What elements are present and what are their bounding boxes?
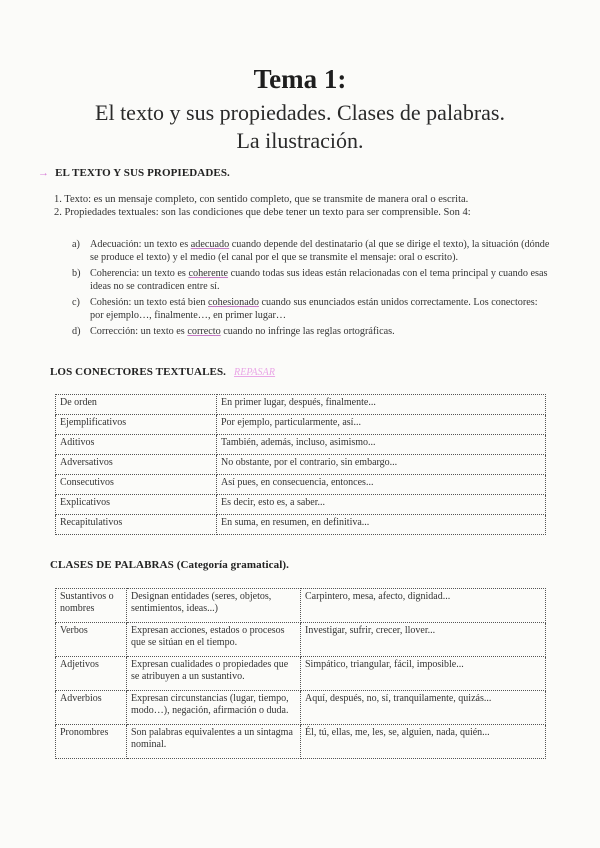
list-marker: d)	[72, 326, 81, 337]
table-row	[56, 691, 546, 725]
table-row	[56, 589, 546, 623]
properties-list	[72, 238, 550, 341]
table-row	[56, 725, 546, 759]
table-cell: Él, tú, ellas, me, les, se, alguien, nada, quién...	[301, 725, 546, 759]
table-cell: Explicativos	[56, 495, 217, 515]
table-cell: Sustantivos o nombres	[56, 589, 127, 623]
table-cell: Expresan acciones, estados o procesos que se sitúan en el tiempo.	[127, 623, 301, 657]
table-cell: También, además, incluso, asimismo...	[217, 435, 546, 455]
table-cell: De orden	[56, 395, 217, 415]
definition-line-1: 1. Texto: es un mensaje completo, con sentido completo, que se transmite de manera oral o escrita.	[54, 194, 469, 205]
list-item	[72, 325, 550, 338]
table-cell: Investigar, sufrir, crecer, llover...	[301, 623, 546, 657]
list-marker: c)	[72, 297, 80, 308]
list-item	[72, 267, 550, 293]
section-heading-text-properties	[38, 167, 230, 179]
list-item	[72, 296, 550, 322]
table-cell: Carpintero, mesa, afecto, dignidad...	[301, 589, 546, 623]
page-subtitle-line1: El texto y sus propiedades. Clases de palabras.	[95, 100, 505, 125]
highlighted-term: correcto	[187, 326, 221, 337]
table-row	[56, 455, 546, 475]
table-cell: Por ejemplo, particularmente, así...	[217, 415, 546, 435]
section2-heading: LOS CONECTORES TEXTUALES.	[50, 366, 227, 378]
table-cell: Es decir, esto es, a saber...	[217, 495, 546, 515]
table-cell: Aditivos	[56, 435, 217, 455]
table-row	[56, 435, 546, 455]
table-row	[56, 415, 546, 435]
table-cell: Así pues, en consecuencia, entonces...	[217, 475, 546, 495]
table-row	[56, 623, 546, 657]
list-marker: b)	[72, 268, 81, 279]
table-cell: Designan entidades (seres, objetos, sentimientos, ideas...)	[127, 589, 301, 623]
table-row	[56, 657, 546, 691]
item-text: cuando no infringe las reglas ortográficas.	[220, 326, 395, 337]
list-marker: a)	[72, 239, 80, 250]
table-cell: Pronombres	[56, 725, 127, 759]
table-row	[56, 395, 546, 415]
table-cell: Expresan circunstancias (lugar, tiempo, modo…), negación, afirmación o duda.	[127, 691, 301, 725]
table-cell: Adversativos	[56, 455, 217, 475]
table-cell: Adverbios	[56, 691, 127, 725]
arrow-icon: →	[38, 167, 50, 179]
table-cell: Verbos	[56, 623, 127, 657]
table-cell: Ejemplificativos	[56, 415, 217, 435]
table-row	[56, 495, 546, 515]
connectors-table	[55, 394, 546, 535]
section3-heading-suffix: (Categoría gramatical).	[173, 559, 289, 571]
table-cell: Recapitulativos	[56, 515, 217, 535]
table-cell: Adjetivos	[56, 657, 127, 691]
section3-heading: CLASES DE PALABRAS	[50, 559, 174, 571]
item-text: Corrección: un texto es	[90, 326, 188, 337]
item-text: Cohesión: un texto está bien	[90, 297, 208, 308]
definition-line-2: 2. Propiedades textuales: son las condiciones que debe tener un texto para ser comprensible. Son 4:	[54, 207, 471, 218]
highlighted-term: coherente	[188, 268, 229, 279]
item-text: Adecuación: un texto es	[90, 239, 191, 250]
table-row	[56, 475, 546, 495]
handwritten-note: REPASAR	[234, 367, 276, 378]
table-row	[56, 515, 546, 535]
list-item	[72, 238, 550, 264]
table-cell: En suma, en resumen, en definitiva...	[217, 515, 546, 535]
table-cell: No obstante, por el contrario, sin embargo...	[217, 455, 546, 475]
section1-heading: EL TEXTO Y SUS PROPIEDADES.	[55, 167, 230, 179]
table-cell: Consecutivos	[56, 475, 217, 495]
page-subtitle-line2: La ilustración.	[236, 128, 364, 153]
table-cell: Son palabras equivalentes a un sintagma nominal.	[127, 725, 301, 759]
table-cell: Aquí, después, no, sí, tranquilamente, quizás...	[301, 691, 546, 725]
item-text: cuando depende del destinatario (al que se dirige el texto), la situación (dónde se produce el texto) y el medio (el canal por el que se transmite el mensaje: oral o escrito).	[90, 239, 550, 263]
item-text: Coherencia: un texto es	[90, 268, 189, 279]
highlighted-term: adecuado	[190, 239, 230, 250]
highlighted-term: cohesionado	[208, 297, 259, 308]
section-heading-connectors	[50, 366, 275, 378]
table-cell: En primer lugar, después, finalmente...	[217, 395, 546, 415]
word-classes-table	[55, 588, 546, 759]
section-heading-word-classes	[50, 559, 289, 571]
table-cell: Expresan cualidades o propiedades que se atribuyen a un sustantivo.	[127, 657, 301, 691]
item-text: cuando todas sus ideas están relacionadas con el tema principal y cuando esas ideas no se contradicen entre sí.	[90, 268, 548, 292]
item-text: cuando sus enunciados están unidos correctamente. Los conectores: por ejemplo…, finalmente…, en primer lugar…	[90, 297, 538, 321]
page-title: Tema 1:	[253, 64, 347, 94]
table-cell: Simpático, triangular, fácil, imposible...	[301, 657, 546, 691]
